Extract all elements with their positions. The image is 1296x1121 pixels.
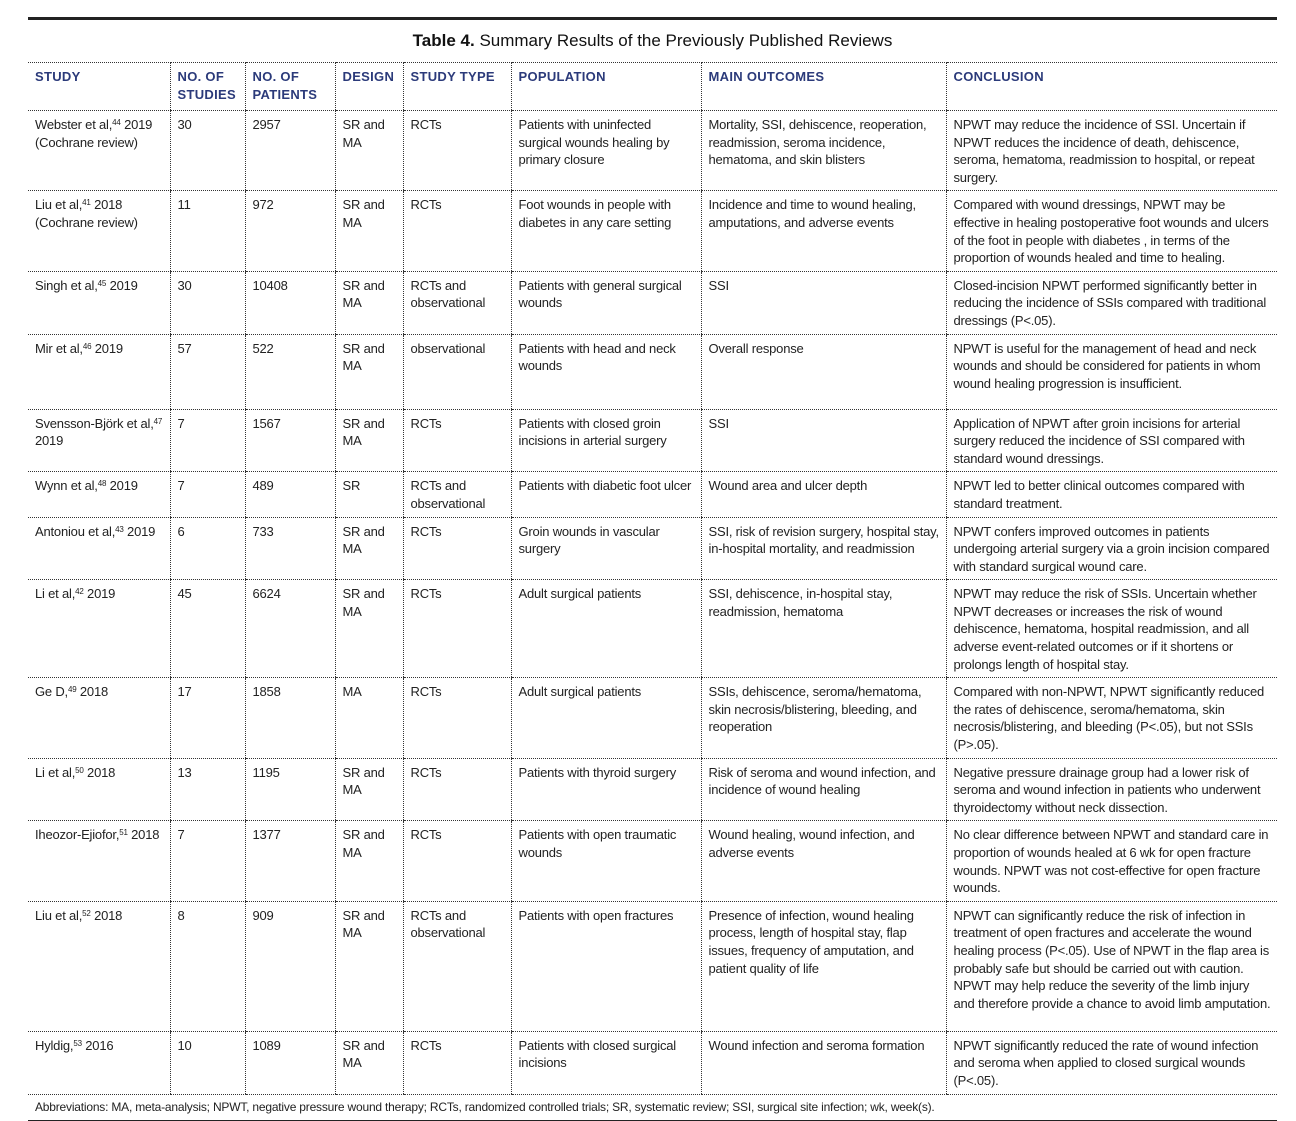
study-type-cell: RCTs	[403, 821, 511, 901]
table-row	[28, 580, 1277, 678]
population-cell: Patients with head and neck wounds	[511, 334, 701, 409]
header-study-type: STUDY TYPE	[403, 63, 511, 111]
no-of-patients-cell: 1858	[245, 678, 335, 758]
no-of-studies-cell: 10	[170, 1031, 245, 1094]
footnote-row	[28, 1094, 1277, 1121]
conclusion-cell: Compared with non-NPWT, NPWT significantly reduced the rates of dehiscence, seroma/hematoma, skin necrosis/blistering, and bleeding (P<.05), but not SSIs (P>.05).	[946, 678, 1277, 758]
study-cell	[28, 758, 170, 821]
study-cell	[28, 580, 170, 678]
header-population: POPULATION	[511, 63, 701, 111]
design-cell: SR and MA	[335, 758, 403, 821]
population-cell: Patients with uninfected surgical wounds healing by primary closure	[511, 111, 701, 191]
population-cell: Patients with general surgical wounds	[511, 271, 701, 334]
reference-number: 41	[82, 198, 91, 208]
no-of-patients-cell: 909	[245, 901, 335, 1031]
population-cell: Patients with thyroid surgery	[511, 758, 701, 821]
study-year: 2019 (Cochrane review)	[35, 117, 153, 150]
study-author: Antoniou et al,	[35, 523, 116, 539]
table-label: Table 4.	[412, 31, 475, 50]
design-cell: SR and MA	[335, 1031, 403, 1094]
study-year: 2018	[127, 827, 160, 843]
reviews-table	[28, 62, 1277, 1121]
design-cell: SR and MA	[335, 191, 403, 271]
population-cell: Patients with diabetic foot ulcer	[511, 472, 701, 517]
study-cell	[28, 821, 170, 901]
study-type-cell: RCTs	[403, 678, 511, 758]
main-outcomes-cell: SSI	[701, 271, 946, 334]
study-year: 2018	[83, 764, 116, 780]
conclusion-cell: No clear difference between NPWT and standard care in proportion of wounds healed at 6 wk for open fracture wounds. NPWT was not cost-effective for open fracture wounds.	[946, 821, 1277, 901]
table-row	[28, 517, 1277, 580]
table-row	[28, 191, 1277, 271]
reference-number: 47	[153, 416, 163, 426]
main-outcomes-cell: Wound infection and seroma formation	[701, 1031, 946, 1094]
study-author: Liu et al,	[35, 907, 83, 923]
reference-number: 50	[75, 765, 84, 775]
conclusion-cell: Compared with wound dressings, NPWT may be effective in healing postoperative foot wounds and ulcers of the foot in people with diabetes , in terms of the proportion of wounds healed and time to healing.	[946, 191, 1277, 271]
reference-number: 49	[67, 685, 77, 695]
table-row	[28, 1031, 1277, 1094]
population-cell: Foot wounds in people with diabetes in any care setting	[511, 191, 701, 271]
header-no-of-studies: NO. OF STUDIES	[170, 63, 245, 111]
study-cell	[28, 901, 170, 1031]
study-author: Svensson-Björk et al,	[35, 415, 154, 431]
main-outcomes-cell: SSI	[701, 409, 946, 472]
no-of-patients-cell: 733	[245, 517, 335, 580]
design-cell: SR and MA	[335, 580, 403, 678]
study-author: Wynn et al,	[35, 478, 98, 494]
no-of-patients-cell: 1567	[245, 409, 335, 472]
conclusion-cell: NPWT confers improved outcomes in patients undergoing arterial surgery via a groin incision compared with standard surgical wound care.	[946, 517, 1277, 580]
conclusion-cell: Closed-incision NPWT performed significantly better in reducing the incidence of SSIs compared with traditional dressings (P<.05).	[946, 271, 1277, 334]
no-of-patients-cell: 522	[245, 334, 335, 409]
reference-number: 45	[97, 278, 107, 288]
top-rule	[28, 17, 1277, 20]
study-type-cell: RCTs	[403, 1031, 511, 1094]
study-author: Ge D,	[35, 684, 68, 700]
main-outcomes-cell: Incidence and time to wound healing, amputations, and adverse events	[701, 191, 946, 271]
no-of-studies-cell: 8	[170, 901, 245, 1031]
population-cell: Adult surgical patients	[511, 580, 701, 678]
study-type-cell: RCTs	[403, 191, 511, 271]
study-type-cell: RCTs and observational	[403, 901, 511, 1031]
study-type-cell: RCTs and observational	[403, 271, 511, 334]
no-of-patients-cell: 972	[245, 191, 335, 271]
study-type-cell: observational	[403, 334, 511, 409]
main-outcomes-cell: SSI, risk of revision surgery, hospital stay, in-hospital mortality, and readmission	[701, 517, 946, 580]
header-conclusion: CONCLUSION	[946, 63, 1277, 111]
design-cell: SR and MA	[335, 271, 403, 334]
table-row	[28, 409, 1277, 472]
main-outcomes-cell: Mortality, SSI, dehiscence, reoperation, readmission, seroma incidence, hematoma, and skin blisters	[701, 111, 946, 191]
no-of-studies-cell: 11	[170, 191, 245, 271]
study-year: 2018 (Cochrane review)	[35, 197, 138, 230]
design-cell: SR and MA	[335, 901, 403, 1031]
design-cell: SR and MA	[335, 409, 403, 472]
study-type-cell: RCTs and observational	[403, 472, 511, 517]
study-cell	[28, 517, 170, 580]
table-row	[28, 821, 1277, 901]
population-cell: Patients with open fractures	[511, 901, 701, 1031]
main-outcomes-cell: Wound area and ulcer depth	[701, 472, 946, 517]
reference-number: 46	[82, 341, 92, 351]
study-author: Mir et al,	[35, 340, 83, 356]
no-of-studies-cell: 7	[170, 472, 245, 517]
conclusion-cell: Application of NPWT after groin incisions for arterial surgery reduced the incidence of SSI compared with standard wound dressings.	[946, 409, 1277, 472]
study-year: 2019	[106, 277, 138, 293]
study-author: Li et al,	[35, 586, 76, 602]
header-main-outcomes: MAIN OUTCOMES	[701, 63, 946, 111]
reference-number: 53	[73, 1038, 82, 1048]
design-cell: SR and MA	[335, 334, 403, 409]
no-of-studies-cell: 45	[170, 580, 245, 678]
main-outcomes-cell: SSI, dehiscence, in-hospital stay, readmission, hematoma	[701, 580, 946, 678]
population-cell: Patients with open traumatic wounds	[511, 821, 701, 901]
reference-number: 52	[82, 908, 91, 918]
study-author: Hyldig,	[35, 1037, 74, 1053]
header-design: DESIGN	[335, 63, 403, 111]
no-of-patients-cell: 2957	[245, 111, 335, 191]
conclusion-cell: Negative pressure drainage group had a lower risk of seroma and wound infection in patients who underwent thyroidectomy without neck dissection.	[946, 758, 1277, 821]
no-of-studies-cell: 30	[170, 111, 245, 191]
conclusion-cell: NPWT can significantly reduce the risk of infection in treatment of open fractures and accelerate the wound healing process (P<.05). Use of NPWT in the flap area is probably safe but should be carried out with caution. NPWT may help reduce the severity of the limb injury and therefore provide a chance to avoid limb amputation.	[946, 901, 1277, 1031]
table-row	[28, 271, 1277, 334]
table-title	[28, 31, 1277, 51]
design-cell: MA	[335, 678, 403, 758]
no-of-patients-cell: 489	[245, 472, 335, 517]
study-type-cell: RCTs	[403, 409, 511, 472]
no-of-studies-cell: 7	[170, 409, 245, 472]
no-of-patients-cell: 1377	[245, 821, 335, 901]
population-cell: Patients with closed groin incisions in arterial surgery	[511, 409, 701, 472]
no-of-studies-cell: 6	[170, 517, 245, 580]
study-type-cell: RCTs	[403, 517, 511, 580]
no-of-patients-cell: 10408	[245, 271, 335, 334]
table-row	[28, 111, 1277, 191]
study-cell	[28, 678, 170, 758]
main-outcomes-cell: Wound healing, wound infection, and adverse events	[701, 821, 946, 901]
study-cell	[28, 472, 170, 517]
population-cell: Groin wounds in vascular surgery	[511, 517, 701, 580]
conclusion-cell: NPWT may reduce the incidence of SSI. Uncertain if NPWT reduces the incidence of death, dehiscence, seroma, hematoma, readmission to hospital, or repeat surgery.	[946, 111, 1277, 191]
study-cell	[28, 111, 170, 191]
study-author: Iheozor-Ejiofor,	[35, 827, 120, 843]
conclusion-cell: NPWT may reduce the risk of SSIs. Uncertain whether NPWT decreases or increases the risk of wound dehiscence, hematoma, hospital readmission, and all adverse event-related outcomes or if it shortens or prolongs length of hospital stay.	[946, 580, 1277, 678]
table-row	[28, 758, 1277, 821]
table-row	[28, 678, 1277, 758]
study-cell	[28, 1031, 170, 1094]
design-cell: SR	[335, 472, 403, 517]
footnote: Abbreviations: MA, meta-analysis; NPWT, negative pressure wound therapy; RCTs, randomized controlled trials; SR, systematic review; SSI, surgical site infection; wk, week(s).	[28, 1094, 1277, 1121]
study-cell	[28, 409, 170, 472]
study-year: 2016	[81, 1037, 114, 1053]
no-of-patients-cell: 1089	[245, 1031, 335, 1094]
study-year: 2019	[106, 478, 138, 494]
study-author: Liu et al,	[35, 197, 83, 213]
study-year: 2018	[76, 684, 109, 700]
no-of-studies-cell: 30	[170, 271, 245, 334]
study-author: Webster et al,	[35, 117, 113, 132]
population-cell: Patients with closed surgical incisions	[511, 1031, 701, 1094]
study-type-cell: RCTs	[403, 111, 511, 191]
reference-number: 51	[119, 828, 128, 838]
reference-number: 43	[115, 524, 124, 534]
reference-number: 44	[112, 118, 121, 127]
table-row	[28, 901, 1277, 1031]
design-cell: SR and MA	[335, 517, 403, 580]
study-year: 2019	[35, 433, 64, 449]
study-year: 2018	[90, 907, 123, 923]
study-type-cell: RCTs	[403, 580, 511, 678]
conclusion-cell: NPWT is useful for the management of head and neck wounds and should be considered for patients in whom wound healing progression is insufficient.	[946, 334, 1277, 409]
study-cell	[28, 271, 170, 334]
table-row	[28, 334, 1277, 409]
study-author: Singh et al,	[35, 277, 98, 293]
main-outcomes-cell: Presence of infection, wound healing process, length of hospital stay, flap issues, frequency of amputation, and patient quality of life	[701, 901, 946, 1031]
main-outcomes-cell: Overall response	[701, 334, 946, 409]
header-study: STUDY	[28, 63, 170, 111]
reference-number: 42	[75, 587, 84, 597]
study-year: 2019	[91, 340, 123, 356]
conclusion-cell: NPWT led to better clinical outcomes compared with standard treatment.	[946, 472, 1277, 517]
main-outcomes-cell: Risk of seroma and wound infection, and incidence of wound healing	[701, 758, 946, 821]
no-of-studies-cell: 7	[170, 821, 245, 901]
main-outcomes-cell: SSIs, dehiscence, seroma/hematoma, skin necrosis/blistering, bleeding, and reoperation	[701, 678, 946, 758]
table-caption: Summary Results of the Previously Published Reviews	[479, 31, 893, 50]
study-type-cell: RCTs	[403, 758, 511, 821]
no-of-studies-cell: 57	[170, 334, 245, 409]
no-of-studies-cell: 17	[170, 678, 245, 758]
no-of-patients-cell: 6624	[245, 580, 335, 678]
conclusion-cell: NPWT significantly reduced the rate of wound infection and seroma when applied to closed surgical wounds (P<.05).	[946, 1031, 1277, 1094]
study-cell	[28, 334, 170, 409]
design-cell: SR and MA	[335, 111, 403, 191]
design-cell: SR and MA	[335, 821, 403, 901]
table-row	[28, 472, 1277, 517]
study-cell	[28, 191, 170, 271]
study-author: Li et al,	[35, 764, 76, 780]
study-year: 2019	[83, 586, 116, 602]
population-cell: Adult surgical patients	[511, 678, 701, 758]
reference-number: 48	[97, 479, 107, 489]
header-no-of-patients: NO. OF PATIENTS	[245, 63, 335, 111]
header-row	[28, 63, 1277, 111]
study-year: 2019	[123, 523, 156, 539]
no-of-patients-cell: 1195	[245, 758, 335, 821]
no-of-studies-cell: 13	[170, 758, 245, 821]
